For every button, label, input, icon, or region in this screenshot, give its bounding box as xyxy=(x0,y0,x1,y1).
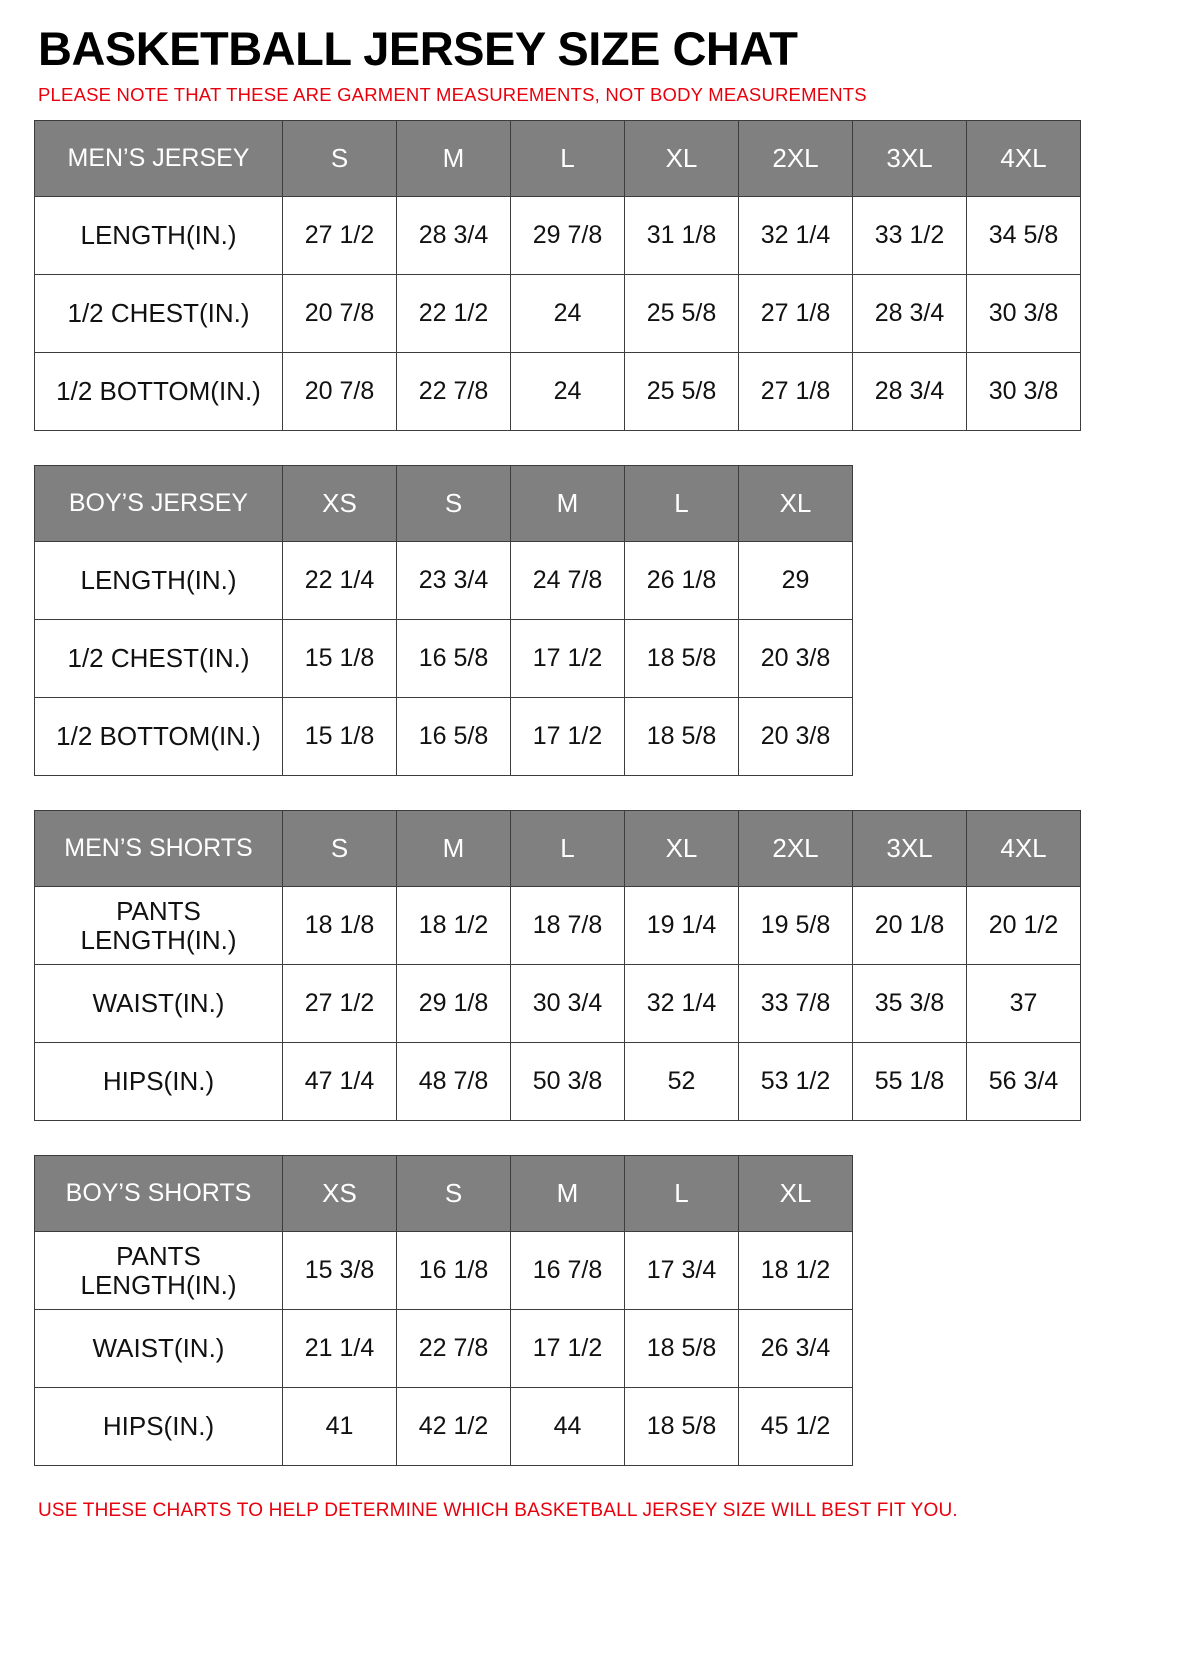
size-header-cell: 3XL xyxy=(853,811,967,887)
measurement-value: 41 xyxy=(283,1388,397,1466)
measurement-value: 35 3/8 xyxy=(853,965,967,1043)
size-header-cell: XS xyxy=(283,466,397,542)
measurement-value: 21 1/4 xyxy=(283,1310,397,1388)
measurement-value: 26 3/4 xyxy=(739,1310,853,1388)
measurement-value: 16 5/8 xyxy=(397,698,511,776)
measurement-value: 34 5/8 xyxy=(967,197,1081,275)
measurement-value: 48 7/8 xyxy=(397,1043,511,1121)
size-header-cell: M xyxy=(397,811,511,887)
table-row xyxy=(35,353,1081,431)
size-header-cell: L xyxy=(511,811,625,887)
table-row xyxy=(35,1232,853,1310)
measurement-value: 15 1/8 xyxy=(283,620,397,698)
measurement-label: HIPS(IN.) xyxy=(35,1388,283,1466)
measurement-value: 31 1/8 xyxy=(625,197,739,275)
measurement-value: 17 1/2 xyxy=(511,620,625,698)
size-header-cell: M xyxy=(511,1156,625,1232)
measurement-value: 30 3/4 xyxy=(511,965,625,1043)
size-table-mens-jersey xyxy=(34,120,1081,431)
measurement-value: 28 3/4 xyxy=(853,353,967,431)
measurement-value: 44 xyxy=(511,1388,625,1466)
table-row xyxy=(35,1388,853,1466)
measurement-value: 20 1/2 xyxy=(967,887,1081,965)
measurement-value: 29 1/8 xyxy=(397,965,511,1043)
measurement-value: 19 5/8 xyxy=(739,887,853,965)
table-header-row xyxy=(35,811,1081,887)
measurement-value: 55 1/8 xyxy=(853,1043,967,1121)
measurement-value: 24 xyxy=(511,275,625,353)
size-header-cell: 4XL xyxy=(967,121,1081,197)
measurement-value: 24 7/8 xyxy=(511,542,625,620)
measurement-label: LENGTH(IN.) xyxy=(35,197,283,275)
measurement-value: 22 1/2 xyxy=(397,275,511,353)
measurement-value: 32 1/4 xyxy=(739,197,853,275)
measurement-value: 16 1/8 xyxy=(397,1232,511,1310)
measurement-value: 28 3/4 xyxy=(853,275,967,353)
measurement-label: PANTS LENGTH(IN.) xyxy=(35,1232,283,1310)
measurement-value: 22 7/8 xyxy=(397,1310,511,1388)
size-tables-container xyxy=(30,120,1170,1466)
measurement-label: 1/2 BOTTOM(IN.) xyxy=(35,698,283,776)
table-row xyxy=(35,620,853,698)
measurement-value: 26 1/8 xyxy=(625,542,739,620)
size-header-cell: L xyxy=(625,466,739,542)
table-header-row xyxy=(35,121,1081,197)
size-header-cell: XL xyxy=(739,466,853,542)
measurement-value: 30 3/8 xyxy=(967,353,1081,431)
measurement-value: 37 xyxy=(967,965,1081,1043)
measurement-value: 56 3/4 xyxy=(967,1043,1081,1121)
measurement-value: 17 1/2 xyxy=(511,1310,625,1388)
measurement-value: 29 7/8 xyxy=(511,197,625,275)
measurement-label: 1/2 CHEST(IN.) xyxy=(35,275,283,353)
measurement-value: 27 1/2 xyxy=(283,197,397,275)
table-header-row xyxy=(35,466,853,542)
measurement-value: 20 7/8 xyxy=(283,353,397,431)
measurement-value: 27 1/2 xyxy=(283,965,397,1043)
size-header-cell: XL xyxy=(739,1156,853,1232)
measurement-label: WAIST(IN.) xyxy=(35,965,283,1043)
measurement-value: 22 7/8 xyxy=(397,353,511,431)
footer-note: USE THESE CHARTS TO HELP DETERMINE WHICH BASKETBALL JERSEY SIZE WILL BEST FIT YOU. xyxy=(38,1500,958,1522)
measurement-value: 18 5/8 xyxy=(625,1388,739,1466)
measurement-value: 33 7/8 xyxy=(739,965,853,1043)
size-header-cell: 4XL xyxy=(967,811,1081,887)
measurement-value: 18 5/8 xyxy=(625,1310,739,1388)
table-row xyxy=(35,197,1081,275)
size-header-cell: L xyxy=(511,121,625,197)
measurement-value: 53 1/2 xyxy=(739,1043,853,1121)
measurement-label: 1/2 BOTTOM(IN.) xyxy=(35,353,283,431)
measurement-label: WAIST(IN.) xyxy=(35,1310,283,1388)
table-header-row xyxy=(35,1156,853,1232)
measurement-label: HIPS(IN.) xyxy=(35,1043,283,1121)
size-header-cell: 2XL xyxy=(739,811,853,887)
table-title-cell: BOY’S JERSEY xyxy=(35,466,283,542)
size-header-cell: S xyxy=(283,811,397,887)
size-header-cell: XS xyxy=(283,1156,397,1232)
measurement-value: 47 1/4 xyxy=(283,1043,397,1121)
measurement-value: 28 3/4 xyxy=(397,197,511,275)
measurement-value: 29 xyxy=(739,542,853,620)
page-title: BASKETBALL JERSEY SIZE CHAT xyxy=(38,22,798,75)
measurement-value: 18 5/8 xyxy=(625,698,739,776)
measurement-value: 24 xyxy=(511,353,625,431)
measurement-value: 20 7/8 xyxy=(283,275,397,353)
table-title-cell: MEN’S JERSEY xyxy=(35,121,283,197)
measurement-label: LENGTH(IN.) xyxy=(35,542,283,620)
measurement-value: 25 5/8 xyxy=(625,353,739,431)
measurement-value: 32 1/4 xyxy=(625,965,739,1043)
table-title-cell: BOY’S SHORTS xyxy=(35,1156,283,1232)
measurement-value: 30 3/8 xyxy=(967,275,1081,353)
measurement-value: 20 3/8 xyxy=(739,620,853,698)
measurement-value: 22 1/4 xyxy=(283,542,397,620)
table-row xyxy=(35,698,853,776)
measurement-value: 20 1/8 xyxy=(853,887,967,965)
measurement-value: 50 3/8 xyxy=(511,1043,625,1121)
table-row xyxy=(35,1043,1081,1121)
measurement-value: 45 1/2 xyxy=(739,1388,853,1466)
size-table-mens-shorts xyxy=(34,810,1081,1121)
measurement-value: 18 1/2 xyxy=(397,887,511,965)
measurement-value: 17 1/2 xyxy=(511,698,625,776)
measurement-value: 15 1/8 xyxy=(283,698,397,776)
measurement-value: 27 1/8 xyxy=(739,353,853,431)
measurement-value: 15 3/8 xyxy=(283,1232,397,1310)
measurement-value: 18 1/8 xyxy=(283,887,397,965)
size-header-cell: M xyxy=(511,466,625,542)
measurement-value: 17 3/4 xyxy=(625,1232,739,1310)
measurement-value: 18 5/8 xyxy=(625,620,739,698)
measurement-value: 20 3/8 xyxy=(739,698,853,776)
measurement-value: 18 1/2 xyxy=(739,1232,853,1310)
size-header-cell: S xyxy=(397,466,511,542)
size-header-cell: L xyxy=(625,1156,739,1232)
table-row xyxy=(35,965,1081,1043)
size-header-cell: S xyxy=(283,121,397,197)
size-table-boys-shorts xyxy=(34,1155,853,1466)
garment-measurement-note: PLEASE NOTE THAT THESE ARE GARMENT MEASUREMENTS, NOT BODY MEASUREMENTS xyxy=(38,84,867,106)
table-row xyxy=(35,542,853,620)
measurement-value: 33 1/2 xyxy=(853,197,967,275)
size-header-cell: M xyxy=(397,121,511,197)
measurement-value: 16 5/8 xyxy=(397,620,511,698)
measurement-value: 23 3/4 xyxy=(397,542,511,620)
size-table-boys-jersey xyxy=(34,465,853,776)
measurement-label: PANTS LENGTH(IN.) xyxy=(35,887,283,965)
measurement-value: 16 7/8 xyxy=(511,1232,625,1310)
size-header-cell: XL xyxy=(625,121,739,197)
table-row xyxy=(35,1310,853,1388)
measurement-value: 42 1/2 xyxy=(397,1388,511,1466)
size-header-cell: 3XL xyxy=(853,121,967,197)
size-header-cell: 2XL xyxy=(739,121,853,197)
measurement-value: 25 5/8 xyxy=(625,275,739,353)
table-row xyxy=(35,887,1081,965)
measurement-value: 18 7/8 xyxy=(511,887,625,965)
table-title-cell: MEN’S SHORTS xyxy=(35,811,283,887)
measurement-label: 1/2 CHEST(IN.) xyxy=(35,620,283,698)
table-row xyxy=(35,275,1081,353)
size-header-cell: S xyxy=(397,1156,511,1232)
measurement-value: 27 1/8 xyxy=(739,275,853,353)
measurement-value: 19 1/4 xyxy=(625,887,739,965)
size-header-cell: XL xyxy=(625,811,739,887)
measurement-value: 52 xyxy=(625,1043,739,1121)
